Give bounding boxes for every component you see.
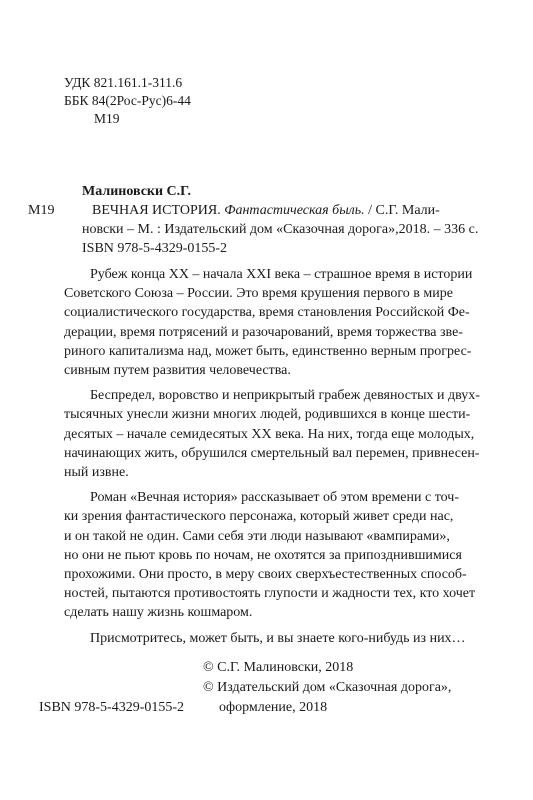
abstract-line: начинающих жить, обрушился смертельный вал перемен, привнесен- <box>64 445 480 461</box>
book-genre: Фантастическая быль. <box>224 203 365 218</box>
author-code: М19 <box>94 111 120 126</box>
abstract-line: ный извне. <box>64 465 129 481</box>
abstract-line: десятых – начале семидесятых XX века. На них, тогда еще молодых, <box>64 426 475 442</box>
abstract-line: Рубеж конца XX – начала XXI века – страшное время в истории <box>90 267 473 282</box>
abstract-line: сивным путем развития человечества. <box>64 363 291 379</box>
copyright-block <box>203 658 451 718</box>
classification-block <box>64 74 191 128</box>
copyright-design: оформление, 2018 <box>219 700 328 715</box>
udk-index: УДК 821.161.1-311.6 <box>64 75 183 90</box>
cataloging-description <box>28 201 508 258</box>
cataloging-code: М19 <box>28 203 55 218</box>
abstract-line: ностей, пытаются противостоять глупости и жадности тех, кто хочет <box>64 586 476 602</box>
cataloging-line-1 <box>92 201 508 220</box>
abstract-line: тысячных унесли жизни многих людей, родившихся в конце шести- <box>64 407 471 423</box>
abstract-paragraph-1 <box>64 265 498 380</box>
abstract-line: риного капитализма над, может быть, единственно верным прогрес- <box>64 343 472 359</box>
abstract-line: и он такой не один. Сами себя эти люди называют «вампирами», <box>64 528 450 544</box>
copyright-publisher: © Издательский дом «Сказочная дорога», <box>203 680 452 695</box>
abstract-paragraph-2 <box>64 386 498 482</box>
book-title: ВЕЧНАЯ ИСТОРИЯ. <box>92 203 221 218</box>
bbk-index: ББК 84(2Рос-Рус)6-44 <box>64 93 191 108</box>
abstract-line: дерации, время потрясений и разочарований, время торжества зве- <box>64 324 463 340</box>
abstract-line: сделать нашу жизнь кошмаром. <box>64 605 253 621</box>
abstract <box>64 265 498 654</box>
abstract-line: Беспредел, воровство и неприкрытый грабеж девяностых и двух- <box>90 388 480 404</box>
copyright-author: © С.Г. Малиновски, 2018 <box>203 660 354 675</box>
abstract-line: Присмотритесь, может быть, и вы знаете кого-нибудь из них… <box>90 630 466 646</box>
abstract-line: но они не пьют кровь по ночам, не охотятся за припозднившимися <box>64 547 462 563</box>
cataloging-responsibility: / С.Г. Мали- <box>368 203 440 218</box>
isbn-footer: ISBN 978-5-4329-0155-2 <box>39 700 185 715</box>
cataloging-line-2: новски – М. : Издательский дом «Сказочная дорога»,2018. – 336 с. <box>82 222 479 237</box>
abstract-paragraph-3 <box>64 488 498 622</box>
abstract-line: Роман «Вечная история» рассказывает об этом времени с точ- <box>90 490 459 506</box>
cataloging-author: Малиновски С.Г. <box>82 184 191 199</box>
abstract-line: ки зрения фантастического персонажа, который живет среди нас, <box>64 509 454 525</box>
abstract-paragraph-4 <box>90 629 498 648</box>
cataloging-isbn: ISBN 978-5-4329-0155-2 <box>82 241 228 256</box>
abstract-line: социалистического государства, время становления Российской Фе- <box>64 305 470 321</box>
abstract-line: прохожими. Они просто, в меру своих сверхъестественных способ- <box>64 567 467 583</box>
cataloging-record <box>28 182 508 258</box>
abstract-line: Советского Союза – России. Это время крушения первого в мире <box>64 286 453 302</box>
